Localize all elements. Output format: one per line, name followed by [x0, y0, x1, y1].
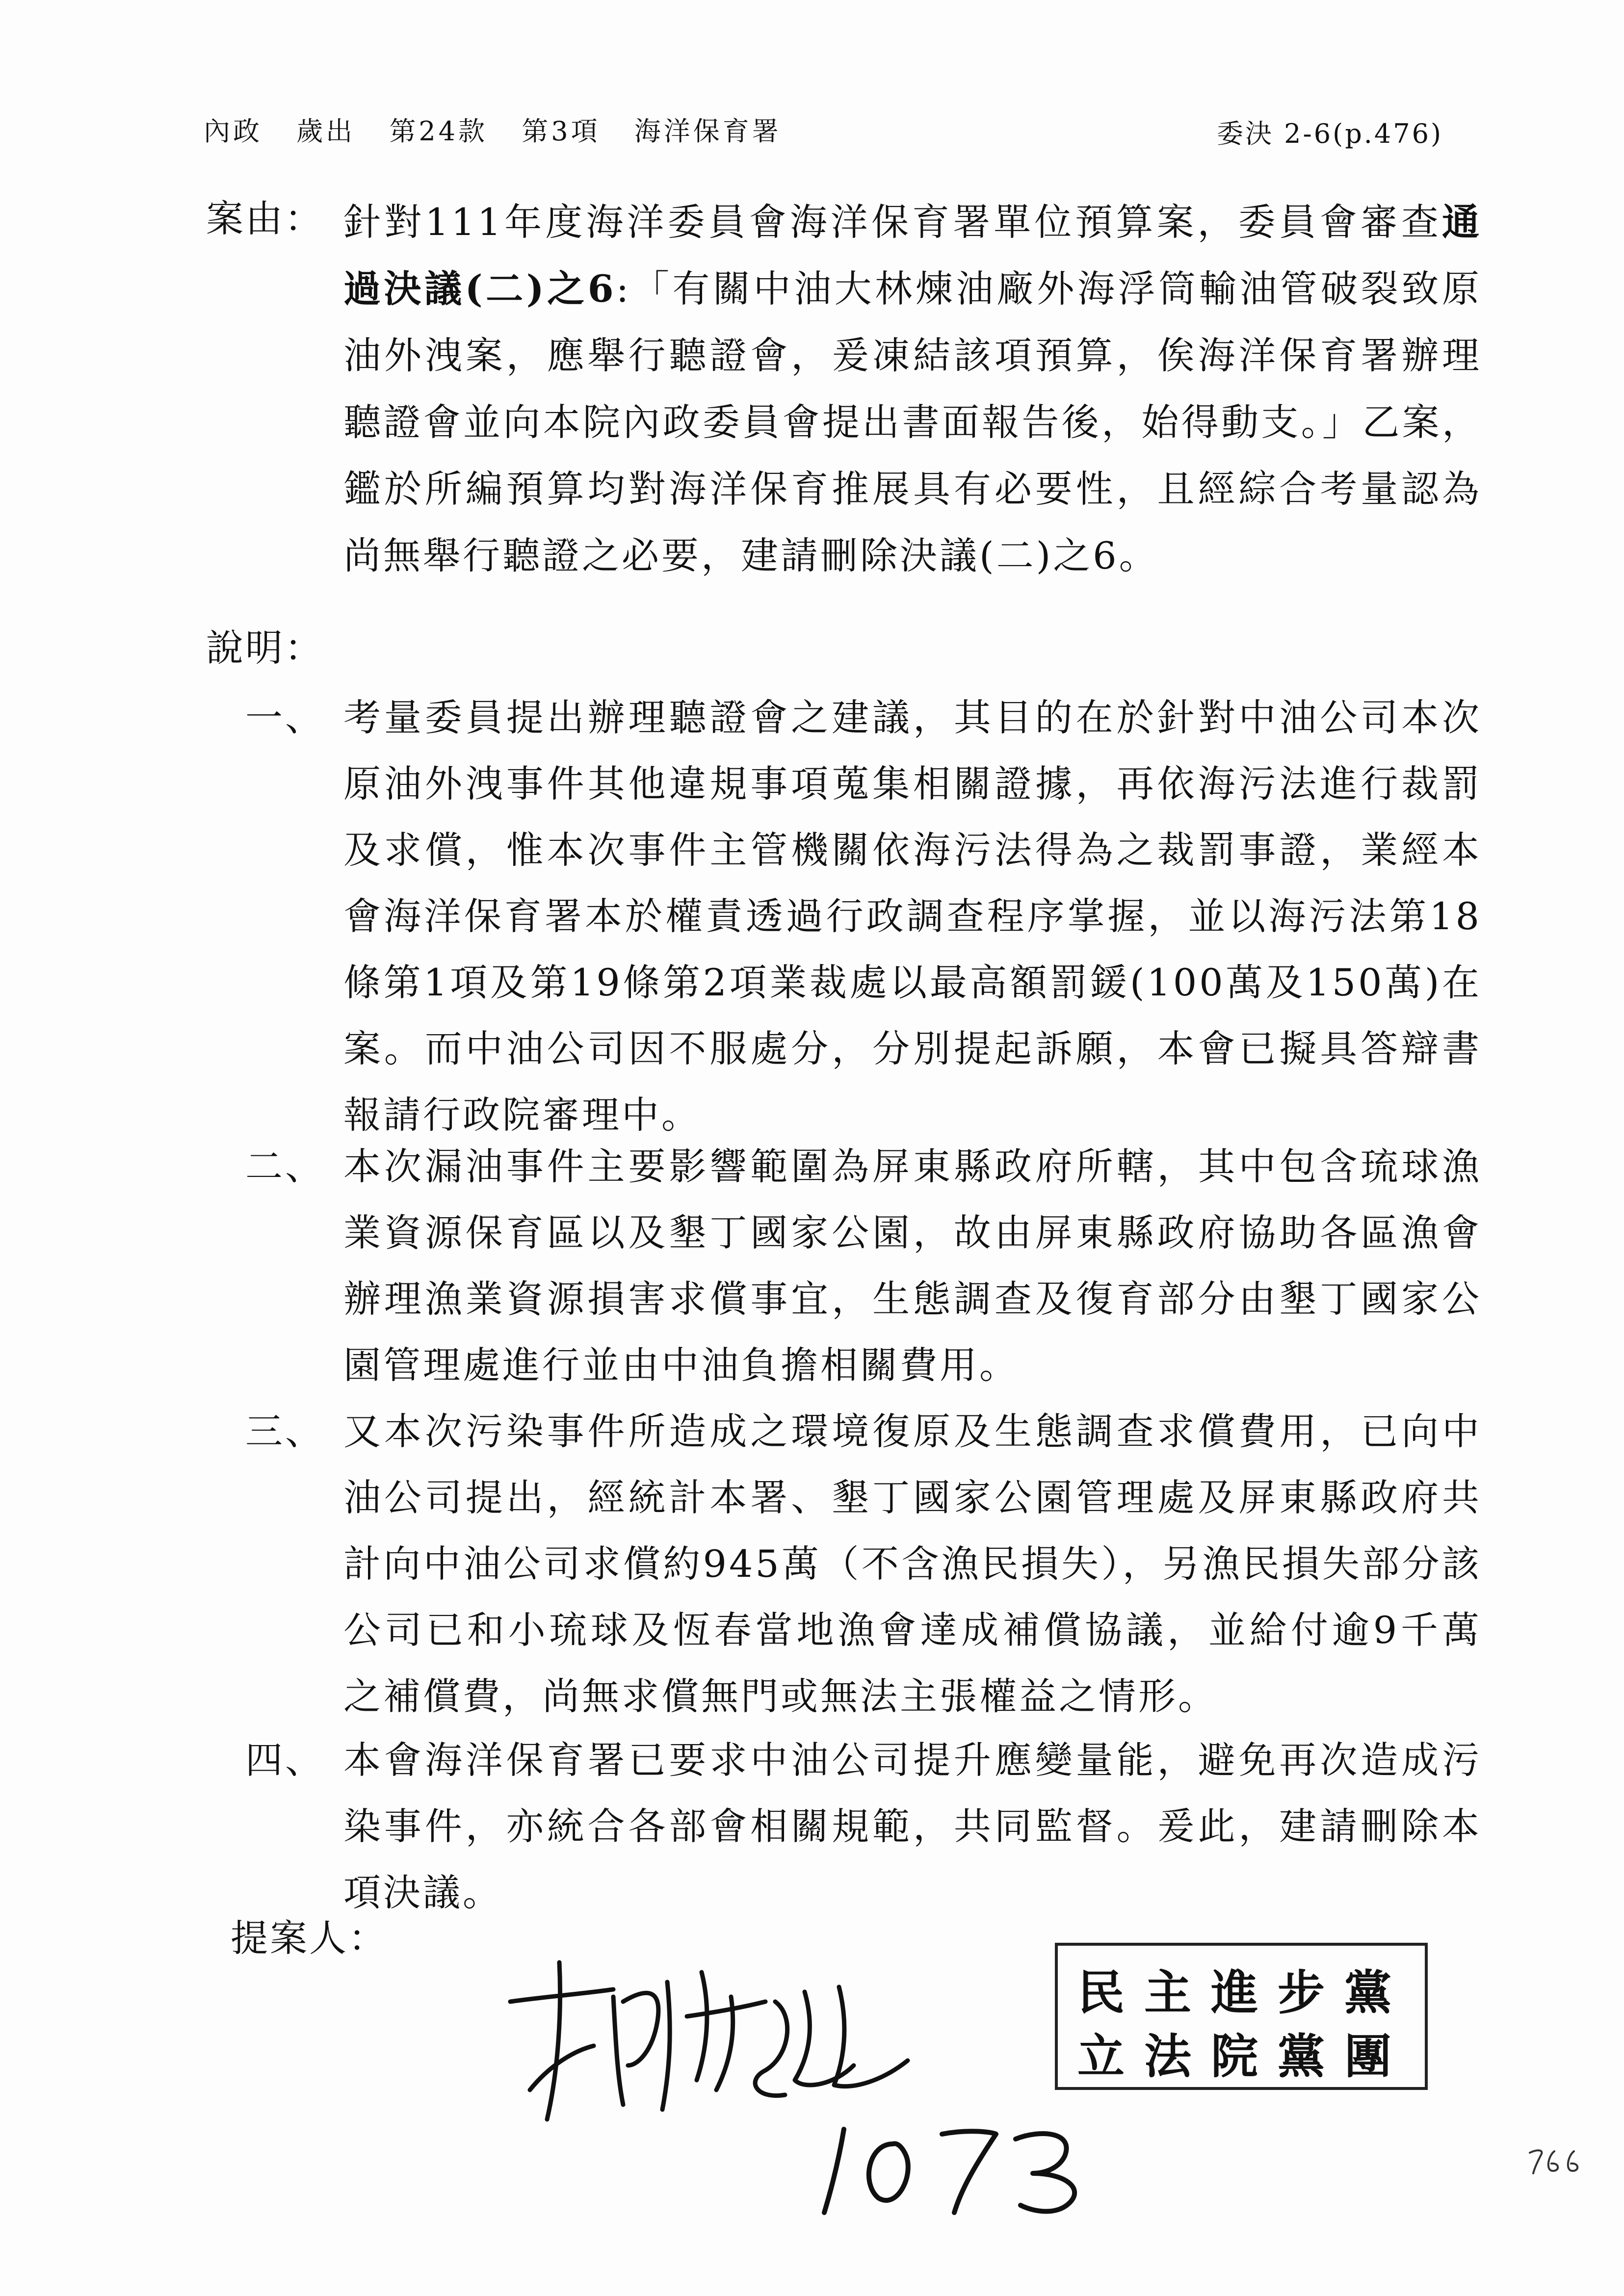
proposer-label: 提案人：: [231, 1916, 388, 1960]
explanation-item-2: [245, 1133, 1482, 1398]
item-number: 四、: [245, 1738, 325, 1782]
item-text: 又本次污染事件所造成之環境復原及生態調查求償費用，已向中油公司提出，經統計本署、墾丁國家公園管理處及屏東縣政府共計向中油公司求償約945萬（不含漁民損失），另漁民損失部分該公司已和小琉球及恆春當地漁會達成補償協議，並給付逾9千萬之補償費，尚無求償無門或無法主張權益之情形。: [343, 1409, 1482, 1718]
reference-code: 委決 2-6(p.476): [1217, 118, 1443, 149]
handwritten-number-1073: [810, 2110, 1114, 2218]
explanation-label: 說明：: [206, 626, 324, 670]
header-type: 歲出: [296, 116, 356, 147]
header-category: 內政: [204, 116, 262, 147]
party-caucus-stamp: [1055, 1943, 1428, 2090]
header-section: 第24款: [389, 116, 488, 147]
case-body: [343, 189, 1482, 589]
item-text: 本次漏油事件主要影響範圍為屏東縣政府所轄，其中包含琉球漁業資源保育區以及墾丁國家公園，故由屏東縣政府協助各區漁會辦理漁業資源損害求償事宜，生態調查及復育部分由墾丁國家公園管理處進行並由中油負擔相關費用。: [343, 1145, 1482, 1387]
item-text: 本會海洋保育署已要求中油公司提升應變量能，避免再次造成污染事件，亦統合各部會相關規範，共同監督。爰此，建請刪除本項決議。: [343, 1738, 1482, 1914]
case-label: 案由：: [206, 197, 324, 240]
document-header: [204, 110, 804, 148]
case-lead: 針對111年度海洋委員會海洋保育署單位預算案，委員會審查: [343, 200, 1442, 244]
item-number: 一、: [245, 696, 325, 739]
case-text: :「有關中油大林煉油廠外海浮筒輸油管破裂致原油外洩案，應舉行聽證會，爰凍結該項預算，俟海洋保育署辦理聽證會並向本院內政委員會提出書面報告後，始得動支。」乙案，鑑於所編預算均對海洋保育推展具有必要性，且經綜合考量認為尚無舉行聽證之必要，建請刪除決議(二)之6。: [343, 267, 1482, 577]
header-item: 第3項: [522, 116, 601, 147]
explanation-item-1: [245, 684, 1482, 1148]
handwritten-page-mark-766: [1526, 2144, 1585, 2178]
stamp-line-2: 立法院黨團: [1077, 2029, 1411, 2084]
stamp-line-1: 民主進步黨: [1077, 1965, 1411, 2020]
resolution-reference: 通過決議(二)之6: [343, 200, 1482, 311]
explanation-item-4: [245, 1727, 1482, 1926]
explanation-item-3: [245, 1398, 1482, 1729]
item-number: 三、: [245, 1409, 325, 1453]
item-number: 二、: [245, 1145, 325, 1188]
header-agency: 海洋保育署: [634, 116, 782, 147]
item-text: 考量委員提出辦理聽證會之建議，其目的在於針對中油公司本次原油外洩事件其他違規事項蒐集相關證據，再依海污法進行裁罰及求償，惟本次事件主管機關依海污法得為之裁罰事證，業經本會海洋保育署本於權責透過行政調查程序掌握，並以海污法第18條第1項及第19條第2項業裁處以最高額罰鍰(100萬及150萬)在案。而中油公司因不服處分，分別提起訴願，本會已擬具答辯書報請行政院審理中。: [343, 696, 1482, 1137]
